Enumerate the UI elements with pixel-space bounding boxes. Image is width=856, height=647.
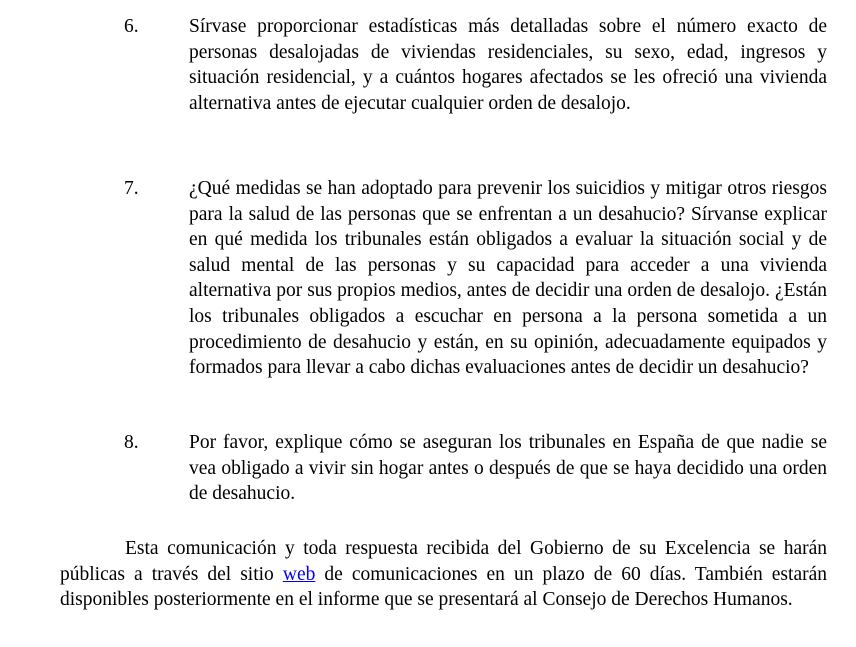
item-number: 7.: [124, 178, 139, 199]
item-number: 8.: [124, 432, 139, 453]
item-text: ¿Qué medidas se han adoptado para prevenir los suicidios y mitigar otros riesgos para la salud de las personas que se enfrentan a un desahucio? Sírvanse explicar en qué medida los tribunales están obligados a evaluar la situación social y de salud mental de las personas y su capacidad para acceder a una vivienda alternativa por sus propios medios, antes de decidir una orden de desalojo. ¿Están los tribunales obligados a escuchar en persona a la persona sometida a un procedimiento de desahucio y están, en su opinión, adecuadamente equipados y formados para llevar a cabo dichas evaluaciones antes de decidir un desahucio?: [189, 178, 827, 379]
closing-text-before-link: Esta comunicación y toda respuesta recibida del Gobierno de su Excelencia se harán públicas a través del sitio: [60, 538, 827, 585]
item-text: Sírvase proporcionar estadísticas más detalladas sobre el número exacto de personas desalojadas de viviendas residenciales, su sexo, edad, ingresos y situación residencial, y a cuántos hogares afectados se les ofreció una vivienda alternativa antes de ejecutar cualquier orden de desalojo.: [189, 16, 827, 114]
closing-paragraph: [60, 536, 827, 613]
item-number: 6.: [124, 16, 139, 37]
closing-text-after-link: de comunicaciones en un plazo de 60 días. También estarán disponibles posteriormente en el informe que se presentará al Consejo de Derechos Humanos.: [60, 563, 827, 611]
item-text: Por favor, explique cómo se aseguran los tribunales en España de que nadie se vea obligado a vivir sin hogar antes o después de que se haya decidido una orden de desahucio.: [189, 432, 827, 505]
web-link[interactable]: web: [282, 563, 316, 585]
